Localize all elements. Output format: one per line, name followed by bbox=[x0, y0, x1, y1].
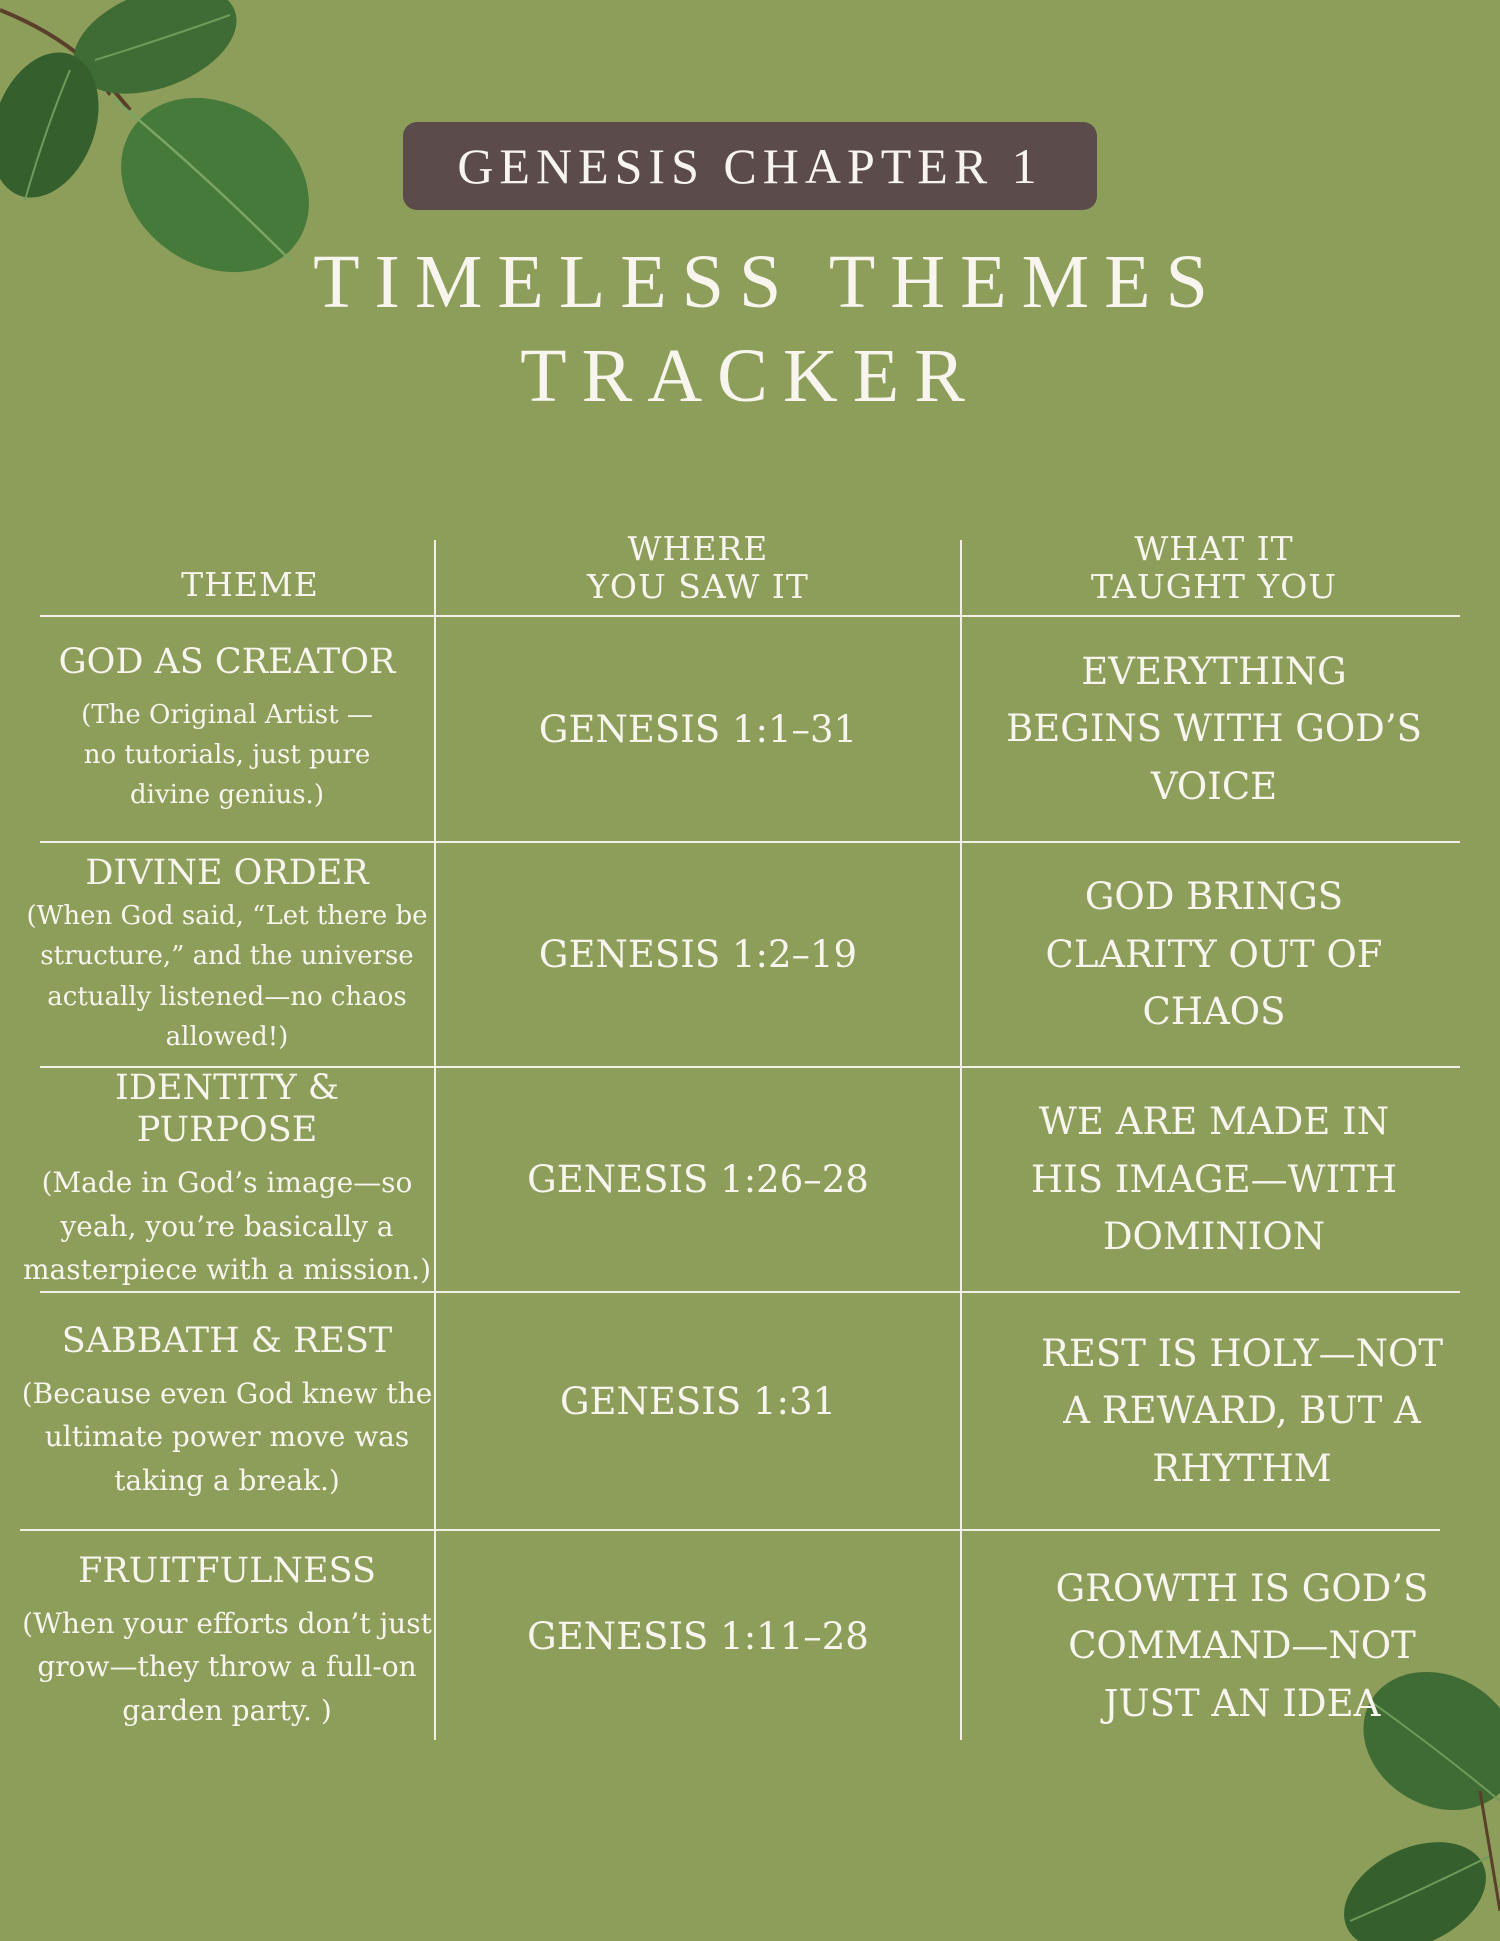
table-row-theme bbox=[20, 1068, 434, 1291]
table-row-lesson: GOD BRINGS CLARITY OUT OF CHAOS bbox=[1045, 875, 1383, 1034]
page-title-line-2: TRACKER bbox=[520, 334, 980, 418]
table-row-theme bbox=[20, 623, 434, 833]
theme-note: (When your efforts don’t just grow—they throw a full-on garden party. ) bbox=[22, 1606, 432, 1727]
table-row-theme bbox=[20, 1293, 434, 1529]
table-row-theme bbox=[20, 843, 434, 1066]
chapter-badge: GENESIS CHAPTER 1 bbox=[403, 122, 1097, 210]
theme-note: (Because even God knew the ultimate power move was taking a break.) bbox=[21, 1376, 433, 1497]
column-header-where: WHERE YOU SAW IT bbox=[587, 529, 809, 606]
theme-name: GOD AS CREATOR bbox=[58, 641, 396, 682]
theme-name: IDENTITY & PURPOSE bbox=[115, 1068, 339, 1151]
page-title-line-1: TIMELESS THEMES bbox=[313, 240, 1223, 324]
table-row-reference: GENESIS 1:31 bbox=[559, 1379, 837, 1423]
table-row-theme bbox=[20, 1531, 434, 1751]
theme-name: DIVINE ORDER bbox=[85, 852, 369, 893]
table-row-reference: GENESIS 1:26–28 bbox=[527, 1158, 869, 1201]
column-header-what: WHAT IT TAUGHT YOU bbox=[1090, 529, 1338, 606]
table-row-lesson: WE ARE MADE IN HIS IMAGE—WITH DOMINION bbox=[1030, 1100, 1398, 1259]
column-header-theme: THEME bbox=[181, 565, 319, 605]
theme-name: FRUITFULNESS bbox=[78, 1550, 376, 1591]
theme-note: (Made in God’s image—so yeah, you’re basically a masterpiece with a mission.) bbox=[22, 1166, 432, 1287]
theme-note: (The Original Artist — no tutorials, just pure divine genius.) bbox=[81, 699, 373, 811]
table-row-reference: GENESIS 1:11–28 bbox=[527, 1614, 869, 1658]
table-row-lesson: GROWTH IS GOD’S COMMAND—NOT JUST AN IDEA bbox=[1055, 1566, 1429, 1725]
table-row-lesson: EVERYTHING BEGINS WITH GOD’S VOICE bbox=[1006, 649, 1422, 808]
theme-name: SABBATH & REST bbox=[61, 1320, 393, 1361]
theme-note: (When God said, “Let there be structure,” and the universe actually listened—no chaos allowed!) bbox=[26, 900, 428, 1052]
table-row-reference: GENESIS 1:1–31 bbox=[538, 707, 858, 751]
table-row-lesson: REST IS HOLY—NOT A REWARD, BUT A RHYTHM bbox=[1041, 1331, 1443, 1490]
table-row-reference: GENESIS 1:2–19 bbox=[538, 933, 858, 976]
